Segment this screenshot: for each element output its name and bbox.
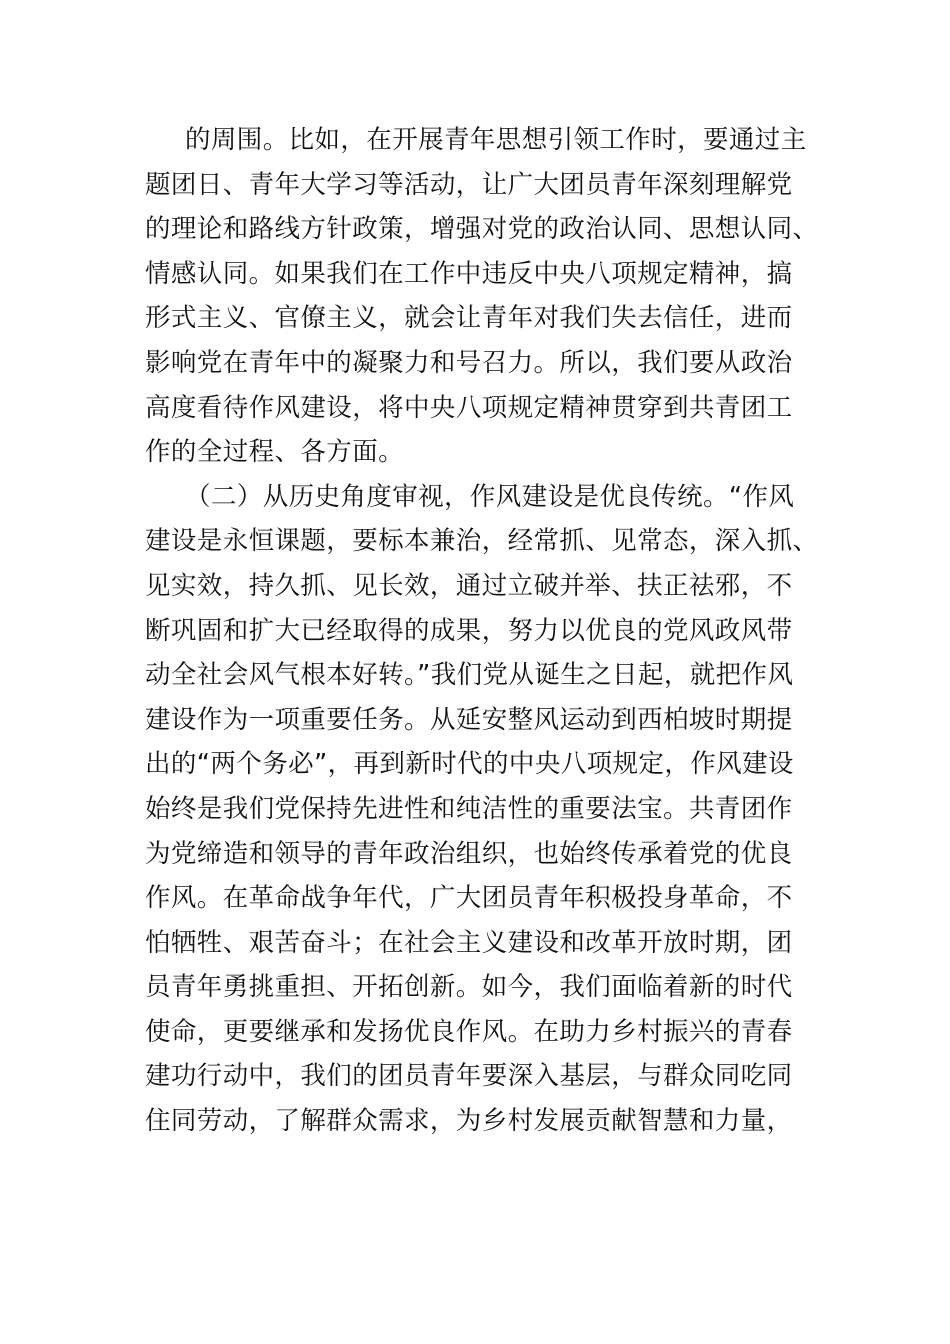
text-line: 影响党在青年中的凝聚力和号召力。所以，我们要从政治 xyxy=(145,347,793,378)
text-line: 动全社会风气根本好转。”我们党从诞生之日起，就把作风 xyxy=(145,660,794,691)
text-line: 出的“两个务必”，再到新时代的中央八项规定，作风建设 xyxy=(145,749,794,780)
text-line: 形式主义、官僚主义，就会让青年对我们失去信任，进而 xyxy=(145,303,793,334)
text-line: 的周围。比如，在开展青年思想引领工作时，要通过主 xyxy=(185,125,807,155)
text-line: 作风。在革命战争年代，广大团员青年积极投身革命，不 xyxy=(145,883,793,914)
text-line: 断巩固和扩大已经取得的成果，努力以优良的党风政风带 xyxy=(145,615,793,646)
section-heading-line: （二）从历史角度审视，作风建设是优良传统。“作风 xyxy=(185,481,795,512)
text-line: 使命，更要继承和发扬优良作风。在助力乡村振兴的青春 xyxy=(145,1016,793,1047)
text-line: 高度看待作风建设，将中央八项规定精神贯穿到共青团工 xyxy=(145,392,793,423)
text-line: 的理论和路线方针政策，增强对党的政治认同、思想认同、 xyxy=(145,214,819,245)
text-line: 怕牺牲、艰苦奋斗；在社会主义建设和改革开放时期，团 xyxy=(145,927,793,958)
text-line: 始终是我们党保持先进性和纯洁性的重要法宝。共青团作 xyxy=(145,793,793,824)
text-line: 题团日、青年大学习等活动，让广大团员青年深刻理解党 xyxy=(145,169,793,200)
text-line: 情感认同。如果我们在工作中违反中央八项规定精神，搞 xyxy=(145,258,793,289)
text-line: 员青年勇挑重担、开拓创新。如今，我们面临着新的时代 xyxy=(145,972,793,1003)
text-line: 建功行动中，我们的团员青年要深入基层，与群众同吃同 xyxy=(145,1061,793,1092)
text-line: 为党缔造和领导的青年政治组织，也始终传承着党的优良 xyxy=(145,838,793,869)
text-line: 建设是永恒课题，要标本兼治，经常抓、见常态，深入抓、 xyxy=(145,526,819,557)
text-line: 作的全过程、各方面。 xyxy=(145,437,405,468)
text-line: 建设作为一项重要任务。从延安整风运动到西柏坡时期提 xyxy=(145,704,793,735)
text-line: 见实效，持久抓、见长效，通过立破并举、扶正祛邪，不 xyxy=(145,570,793,601)
document-body xyxy=(145,118,819,1144)
text-line: 住同劳动，了解群众需求，为乡村发展贡献智慧和力量， xyxy=(145,1106,793,1137)
